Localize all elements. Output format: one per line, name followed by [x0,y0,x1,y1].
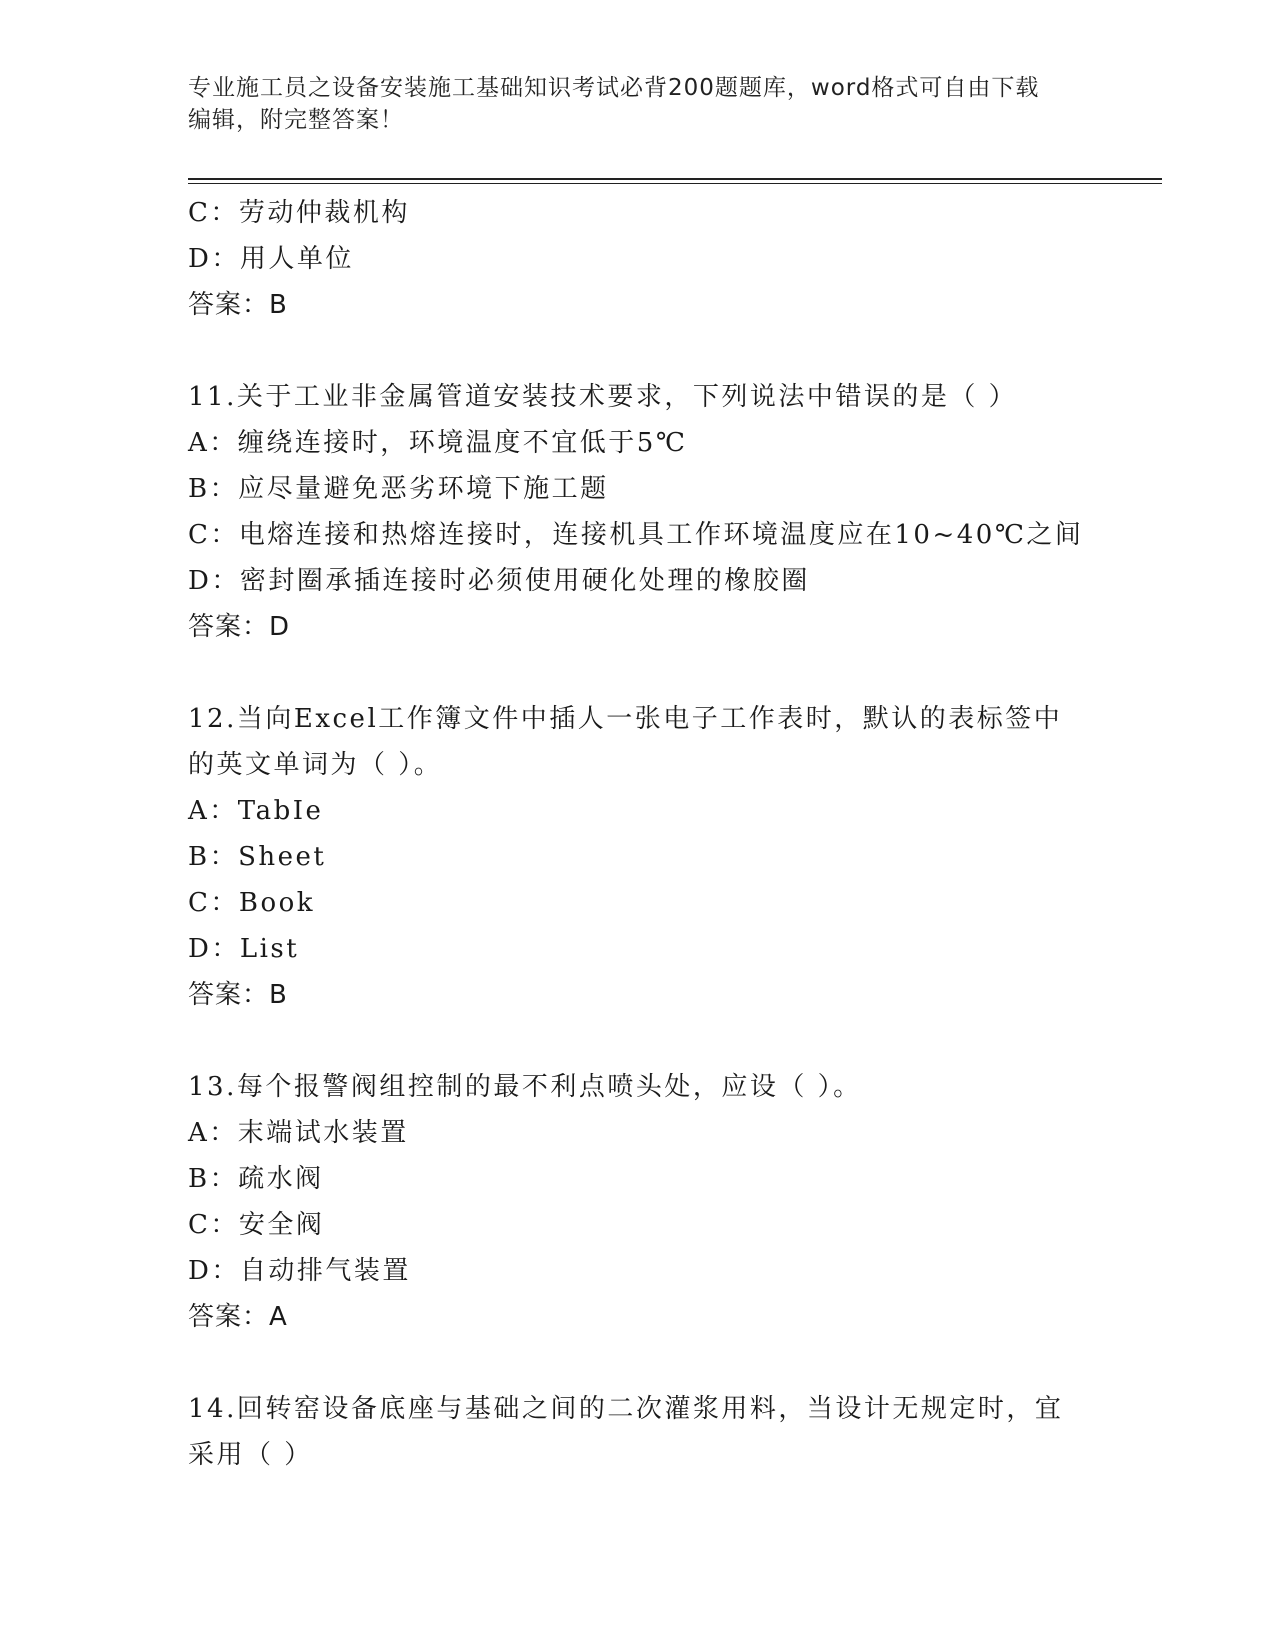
option-a: A：缠绕连接时，环境温度不宜低于5℃ [188,428,688,458]
question-stem-continued: 采用（ ） [188,1440,313,1470]
option-b: B：疏水阀 [188,1164,324,1194]
header-rule-thick [188,178,1162,180]
answer: 答案：B [188,980,288,1010]
question-list [188,190,1088,1478]
spacer [188,650,1088,696]
question-stem: 12.当向Excel工作簿文件中插人一张电子工作表时，默认的表标签中 [188,704,1063,734]
partial-question [188,190,1088,328]
question-stem: 14.回转窑设备底座与基础之间的二次灌浆用料，当设计无规定时，宜 [188,1394,1064,1424]
question-stem: 11.关于工业非金属管道安装技术要求，下列说法中错误的是（ ） [188,382,1018,412]
header-line-2: 编辑，附完整答案！ [188,107,404,133]
question-11 [188,374,1088,650]
option-d: D：用人单位 [188,244,354,274]
question-13 [188,1064,1088,1340]
question-stem: 13.每个报警阀组控制的最不利点喷头处，应设（ ）。 [188,1072,862,1102]
option-c: C：劳动仲裁机构 [188,198,410,228]
spacer [188,328,1088,374]
header-rule-thin [188,183,1162,184]
option-b: B：Sheet [188,842,327,872]
spacer [188,1018,1088,1064]
question-stem-continued: 的英文单词为（ ）。 [188,750,443,780]
spacer [188,1340,1088,1386]
header-line-1: 专业施工员之设备安装施工基础知识考试必背200题题库，word格式可自由下载 [188,75,1040,101]
option-d: D：密封圈承插连接时必须使用硬化处理的橡胶圈 [188,566,810,596]
question-14 [188,1386,1088,1478]
answer: 答案：B [188,290,288,320]
option-d: D：List [188,934,300,964]
answer: 答案：D [188,612,291,642]
answer: 答案：A [188,1302,288,1332]
option-c: C：安全阀 [188,1210,325,1240]
option-d: D：自动排气装置 [188,1256,411,1286]
option-a: A：TabIe [188,796,324,826]
option-c: C：Book [188,888,316,918]
option-a: A：末端试水装置 [188,1118,409,1148]
option-b: B：应尽量避免恶劣环境下施工题 [188,474,609,504]
document-header [188,72,1068,136]
question-12 [188,696,1088,1018]
option-c: C：电熔连接和热熔连接时，连接机具工作环境温度应在10~40℃之间 [188,520,1084,550]
